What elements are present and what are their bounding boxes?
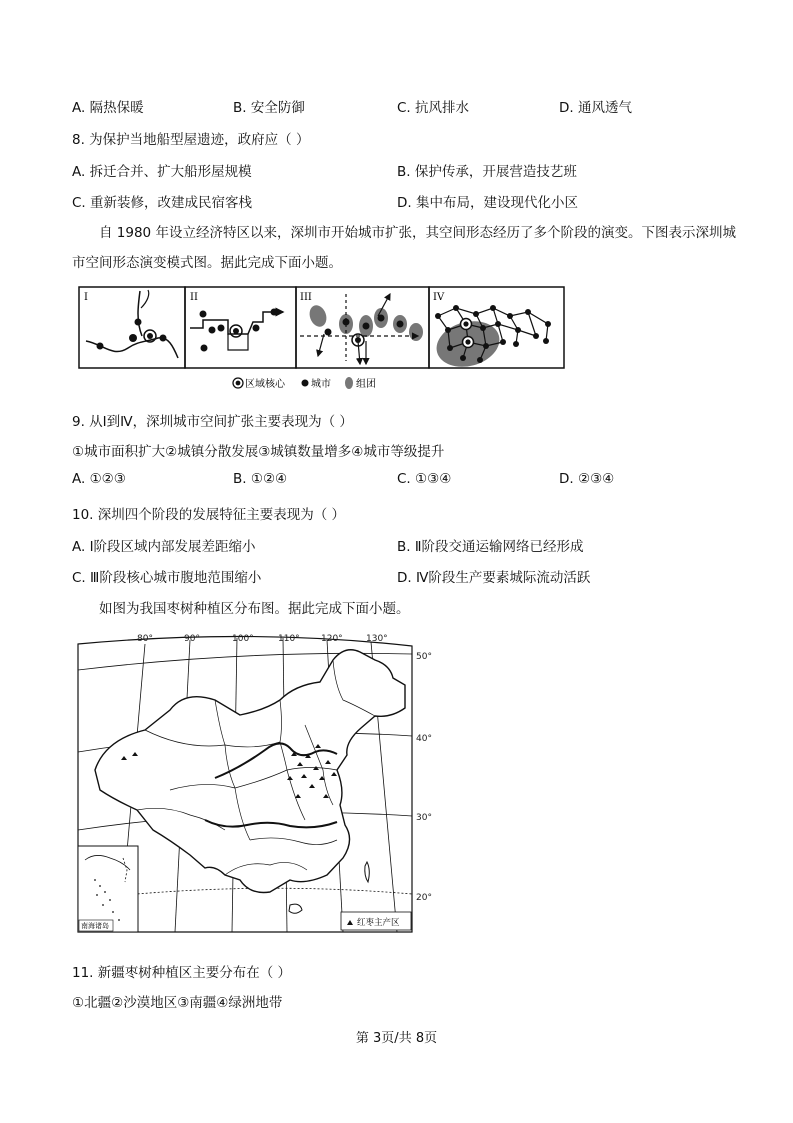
inset-label: 南海诸岛 [81, 922, 109, 930]
passage-jujube: 如图为我国枣树种植区分布图。据此完成下面小题。 [99, 601, 410, 617]
panel-label-2: II [190, 292, 198, 303]
legend-core-label: 区域核心 [245, 379, 285, 390]
lon-label-100: 100° [232, 634, 254, 644]
q10-option-d: D. Ⅳ阶段生产要素城际流动活跃 [397, 570, 591, 586]
lat-label-20: 20° [416, 893, 432, 903]
q8-option-d: D. 集中布局，建设现代化小区 [397, 195, 578, 211]
q7-option-a: A. 隔热保暖 [72, 100, 144, 116]
panel-2-content [190, 309, 283, 352]
panel-label-1: I [84, 292, 88, 303]
q8-option-b: B. 保护传承，开展营造技艺班 [397, 164, 577, 180]
page-footer: 第 3页/共 8页 [355, 1031, 438, 1046]
q7-option-d: D. 通风透气 [559, 100, 632, 116]
q7-option-c: C. 抗风排水 [397, 100, 470, 116]
q11-statement: ①北疆②沙漠地区③南疆④绿洲地带 [72, 995, 283, 1011]
q9-option-d: D. ②③④ [559, 471, 615, 487]
panel-4-content [431, 305, 551, 374]
panel-1-content [86, 290, 178, 358]
q8-option-a: A. 拆迁合并、扩大船形屋规模 [72, 164, 252, 180]
lon-label-130: 130° [366, 634, 388, 644]
q11-stem: 11. 新疆枣树种植区主要分布在（ ） [72, 965, 292, 981]
q9-option-b: B. ①②④ [233, 471, 288, 487]
q9-option-a: A. ①②③ [72, 471, 126, 487]
lon-label-90: 90° [184, 634, 200, 644]
legend-city-label: 城市 [311, 379, 331, 390]
q10-option-b: B. Ⅱ阶段交通运输网络已经形成 [397, 539, 584, 555]
map-legend [341, 912, 411, 930]
south-china-sea-inset [78, 846, 138, 932]
panel-3-content [300, 294, 423, 364]
q9-option-c: C. ①③④ [397, 471, 452, 487]
q8-stem: 8. 为保护当地船型屋遗迹，政府应（ ） [72, 132, 310, 148]
figure1-legend [233, 377, 376, 390]
q9-statement: ①城市面积扩大②城镇分散发展③城镇数量增多④城市等级提升 [72, 444, 445, 460]
panel-label-4: IV [433, 292, 445, 303]
lon-label-120: 120° [321, 634, 343, 644]
passage-shenzhen: 自 1980 年设立经济特区以来，深圳市开始城市扩张，其空间形态经历了多个阶段的演变。下图表示深圳城市空间形态演变模式图。据此完成下面小题。 [72, 225, 736, 271]
legend-cluster-label: 组团 [356, 379, 376, 390]
hainan-outline [289, 904, 302, 913]
q7-option-b: B. 安全防御 [233, 100, 305, 116]
map-legend-label: 红枣主产区 [357, 918, 400, 928]
jujube-map-figure [75, 630, 440, 940]
q8-option-c: C. 重新装修，改建成民宿客栈 [72, 195, 253, 211]
q9-stem: 9. 从Ⅰ到Ⅳ，深圳城市空间扩张主要表现为（ ） [72, 414, 353, 430]
q10-stem: 10. 深圳四个阶段的发展特征主要表现为（ ） [72, 507, 346, 523]
lon-label-80: 80° [137, 634, 153, 644]
panel-frame-1 [79, 287, 185, 368]
lat-label-40: 40° [416, 734, 432, 744]
lat-label-30: 30° [416, 813, 432, 823]
lon-label-110: 110° [278, 634, 300, 644]
shenzhen-evolution-figure [78, 286, 566, 396]
panel-label-3: III [300, 292, 312, 303]
q10-option-c: C. Ⅲ阶段核心城市腹地范围缩小 [72, 570, 262, 586]
q10-option-a: A. Ⅰ阶段区域内部发展差距缩小 [72, 539, 256, 555]
lat-label-50: 50° [416, 652, 432, 662]
